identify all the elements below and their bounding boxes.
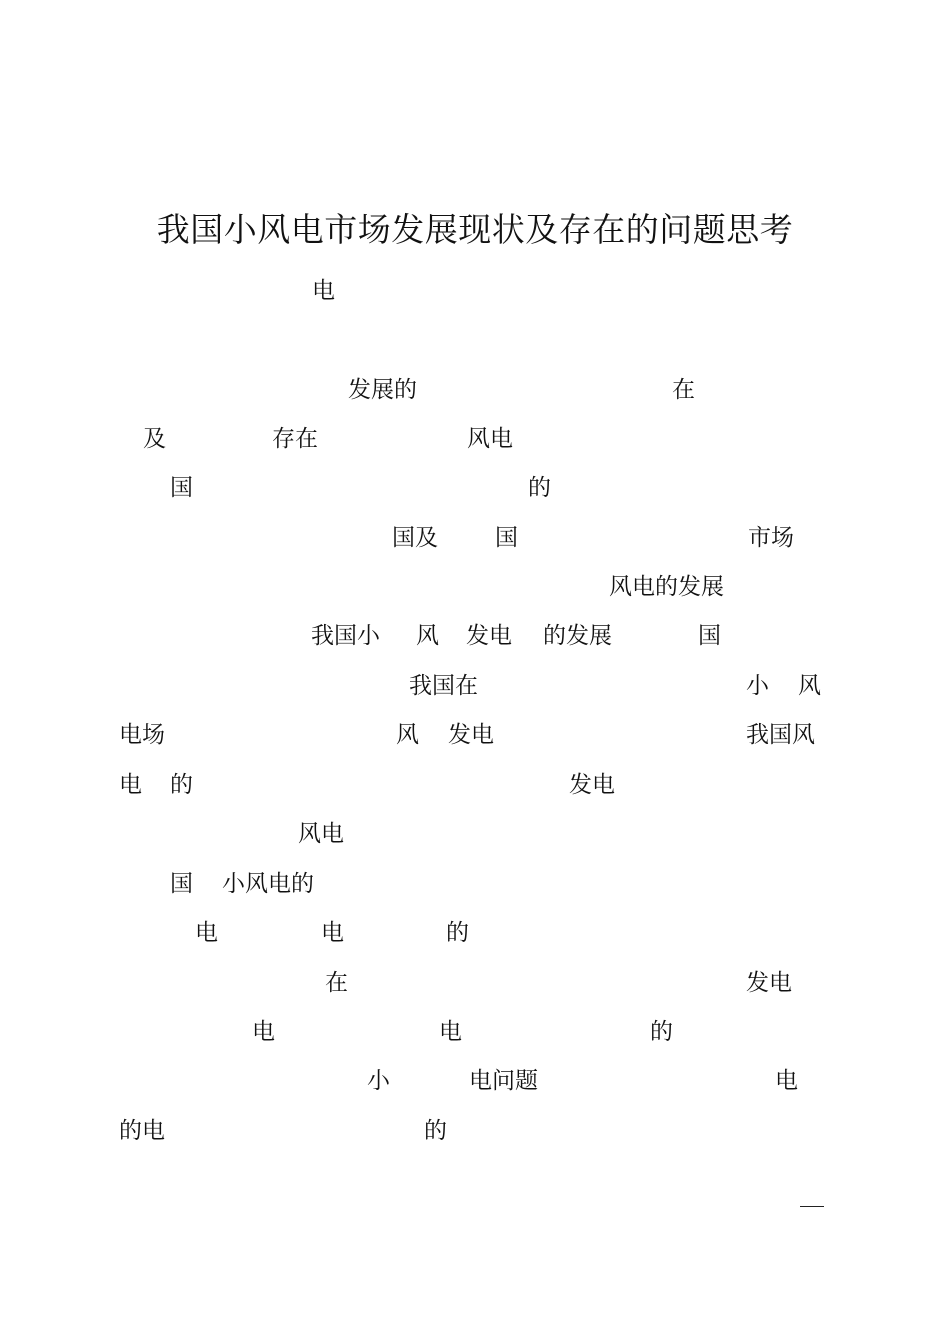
text-fragment: 存在 <box>272 426 318 452</box>
text-fragment: 电 <box>252 1019 275 1045</box>
text-fragment: 的 <box>528 475 551 501</box>
text-fragment: 发电 <box>746 970 792 996</box>
text-fragment: 小风电的 <box>222 871 314 897</box>
text-fragment: 小 <box>367 1068 390 1094</box>
text-fragment: 我国风 <box>746 722 815 748</box>
text-fragment: 的 <box>424 1118 447 1144</box>
text-fragment: 国 <box>170 475 193 501</box>
document-title: 我国小风电市场发展现状及存在的问题思考 <box>156 210 794 249</box>
text-fragment: 的 <box>446 920 469 946</box>
text-fragment: 的 <box>170 772 193 798</box>
text-fragment: 电 <box>775 1068 798 1094</box>
text-fragment: 国 <box>495 525 518 551</box>
text-fragment: 风电 <box>298 821 344 847</box>
text-fragment: 发电 <box>448 722 494 748</box>
text-fragment: 风电的发展 <box>609 574 724 600</box>
text-fragment: 及 <box>143 426 166 452</box>
text-fragment: 国 <box>170 871 193 897</box>
text-fragment: 国及 <box>392 525 438 551</box>
text-fragment: 电 <box>195 920 218 946</box>
text-fragment: 风 <box>416 623 439 649</box>
text-fragment: 的电 <box>119 1118 165 1144</box>
page-mark <box>800 1206 824 1207</box>
text-fragment: 电场 <box>119 722 165 748</box>
text-fragment: 电 <box>119 772 142 798</box>
text-fragment: 我国在 <box>409 673 478 699</box>
text-fragment: 在 <box>325 970 348 996</box>
text-fragment: 在 <box>672 377 695 403</box>
text-fragment: 小 <box>746 673 769 699</box>
text-fragment: 风电 <box>467 426 513 452</box>
text-fragment: 市场 <box>748 525 794 551</box>
text-fragment: 电问题 <box>469 1068 538 1094</box>
text-fragment: 的发展 <box>543 623 612 649</box>
text-fragment: 我国小 <box>311 623 380 649</box>
text-fragment: 发电 <box>569 772 615 798</box>
text-fragment: 风 <box>396 722 419 748</box>
text-fragment: 发展的 <box>348 377 417 403</box>
text-fragment: 电 <box>321 920 344 946</box>
text-fragment: 国 <box>698 623 721 649</box>
text-fragment: 电 <box>439 1019 462 1045</box>
text-fragment: 发电 <box>466 623 512 649</box>
text-fragment: 的 <box>650 1019 673 1045</box>
author-line: 电 <box>312 278 335 304</box>
text-fragment: 风 <box>798 673 821 699</box>
